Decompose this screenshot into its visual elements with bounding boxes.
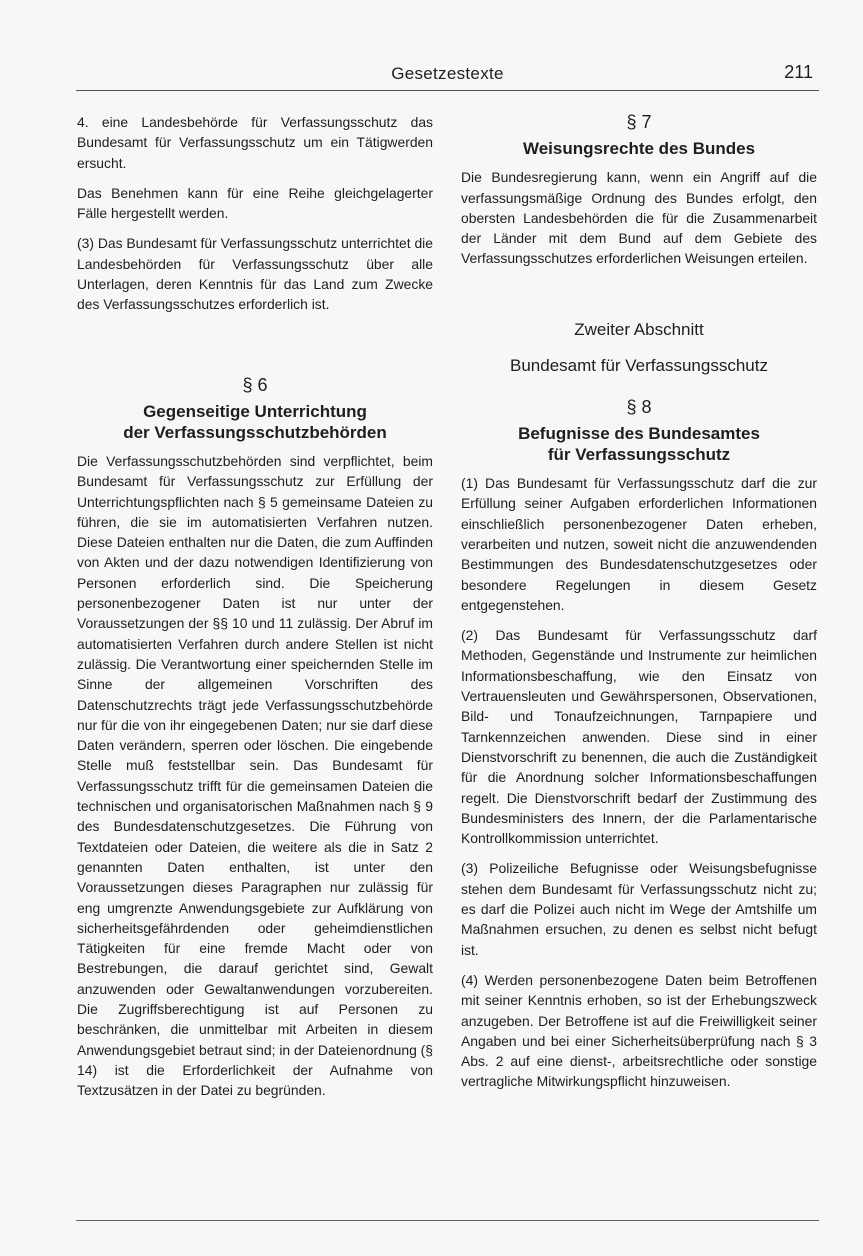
section-8-paragraph-4: (4) Werden personenbezogene Daten beim Betroffenen mit seiner Kenntnis erhoben, so ist der Erhebungszweck anzugeben. Der Betroffene ist auf die Freiwilligkeit seiner Angaben und bei einer Sicherheitsüberprüfung nach § 3 Abs. 2 auf eine dienst-, arbeitsrechtliche oder sonstige vertragliche Mitwirkungspflicht hinzuweisen. [461,971,817,1090]
chapter-line1: Zweiter Abschnitt [574,319,704,339]
section-8-title-line1: Befugnisse des Bundesamtes [518,424,760,444]
page-header [76,58,819,91]
left-column [77,112,433,1110]
list-item-4: 4. eine Landesbehörde für Verfassungsschutz das Bundesamt für Verfassungsschutz um ein Tätigwerden ersucht. [77,114,433,171]
chapter-line2: Bundesamt für Verfassungsschutz [510,355,768,375]
section-7-title: Weisungsrechte des Bundes [522,139,756,159]
section-6-title [77,401,433,443]
section-8-paragraph-1: (1) Das Bundesamt für Verfassungsschutz darf die zur Erfüllung seiner Aufgaben erforderlichen Informationen einschließlich personenbezogener Daten erheben, verarbeiten und nutzen, soweit nicht die anzuwendenden Bestimmungen des Bundesdatenschutzgesetzes oder besondere Regelungen in diesem Gesetz entgegenstehen. [461,475,817,613]
section-8-title-line2: für Verfassungsschutz [547,445,731,465]
section-6-title-line2: der Verfassungsschutzbehörden [123,422,387,442]
page-number: 211 [784,62,813,82]
chapter-heading [461,319,817,377]
running-title: Gesetzestexte [391,64,504,83]
section-7-number: § 7 [626,112,652,132]
paragraph-3: (3) Das Bundesamt für Verfassungsschutz unterrichtet die Landesbehörden für Verfassungsschutz über alle Unterlagen, deren Kenntnis für das Land zum Zwecke des Verfassungsschutzes erforderlich ist. [77,235,433,313]
section-6-number: § 6 [242,374,268,395]
paragraph-benehmen: Das Benehmen kann für eine Reihe gleichgelagerter Fälle hergestellt werden. [77,184,433,222]
section-8-paragraph-3: (3) Polizeiliche Befugnisse oder Weisungsbefugnisse stehen dem Bundesamt für Verfassungsschutz nicht zu; es darf die Polizei auch nicht im Wege der Amtshilfe um Maßnahmen ersuchen, zu denen es selbst nicht befugt ist. [461,860,817,958]
section-7-text: Die Bundesregierung kann, wenn ein Angriff auf die verfassungsmäßige Ordnung des Bundes erfolgt, den obersten Landesbehörden die für die Zusammenarbeit der Länder mit dem Bund auf dem Gebiete des Verfassungsschutzes erforderlichen Weisungen erteilen. [461,169,817,267]
section-6-text: Die Verfassungsschutzbehörden sind verpflichtet, beim Bundesamt für Verfassungsschutz zur Erfüllung der Unterrichtungspflichten nach § 5 gemeinsame Dateien zu führen, die sie im automatisierten Verfahren nutzen. Diese Dateien enthalten nur die Daten, die zum Auffinden von Akten und der dazu notwendigen Identifizierung von Personen erforderlich sind. Die Speicherung personenbezogener Daten ist nur unter der Voraussetzungen der §§ 10 und 11 zulässig. Der Abruf im automatisierten Verfahren durch andere Stellen ist nicht zulässig. Die Verantwortung einer speichernden Stelle im Sinne der allgemeinen Vorschriften des Datenschutzrechts trägt jede Verfassungsschutzbehörde nur für die von ihr eingegebenen Daten; nur sie darf diese Daten verändern, sperren oder löschen. Die eingebende Stelle muß feststellbar sein. Das Bundesamt für Verfassungsschutz trifft für die gemeinsamen Dateien die technischen und organisatorischen Maßnahmen nach § 9 des Bundesdatenschutzgesetzes. Die Führung von Textdateien oder Dateien, die weitere als die in Satz 2 genannten Daten enthalten, ist unter den Voraussetzungen dieses Paragraphen nur zulässig für eng umgrenzte Anwendungsgebiete zur Aufklärung von sicherheitsgefährdenden oder geheimdienstlichen Tätigkeiten für eine fremde Macht oder von Bestrebungen, die darauf gerichtet sind, Gewalt anzuwenden oder Gewaltanwendungen vorzubereiten. Die Zugriffsberechtigung ist auf Personen zu beschränken, die unmittelbar mit Arbeiten in diesem Anwendungsgebiet betraut sind; in der Dateienordnung (§ 14) ist die Erforderlichkeit der Aufnahme von Textzusätzen in der Datei zu begründen. [77,452,434,1099]
section-6-title-line1: Gegenseitige Unterrichtung [143,401,367,421]
section-8-title [461,423,817,465]
section-8-number: § 8 [626,396,652,417]
right-column [461,112,817,1102]
section-8-paragraph-2: (2) Das Bundesamt für Verfassungsschutz darf Methoden, Gegenstände und Instrumente zur heimlichen Informationsbeschaffung, wie den Einsatz von Vertrauensleuten und Gewährspersonen, Observationen, Bild- und Tonaufzeichnungen, Tarnpapiere und Tarnkennzeichen anwenden. Diese sind in einer Dienstvorschrift zu benennen, die auch die Zuständigkeit für die Anordnung solcher Informationsbeschaffungen regelt. Die Dienstvorschrift bedarf der Zustimmung des Bundesministers des Innern, der die Parlamentarische Kontrollkommission unterrichtet. [461,627,817,847]
footer-rule [76,1220,819,1221]
